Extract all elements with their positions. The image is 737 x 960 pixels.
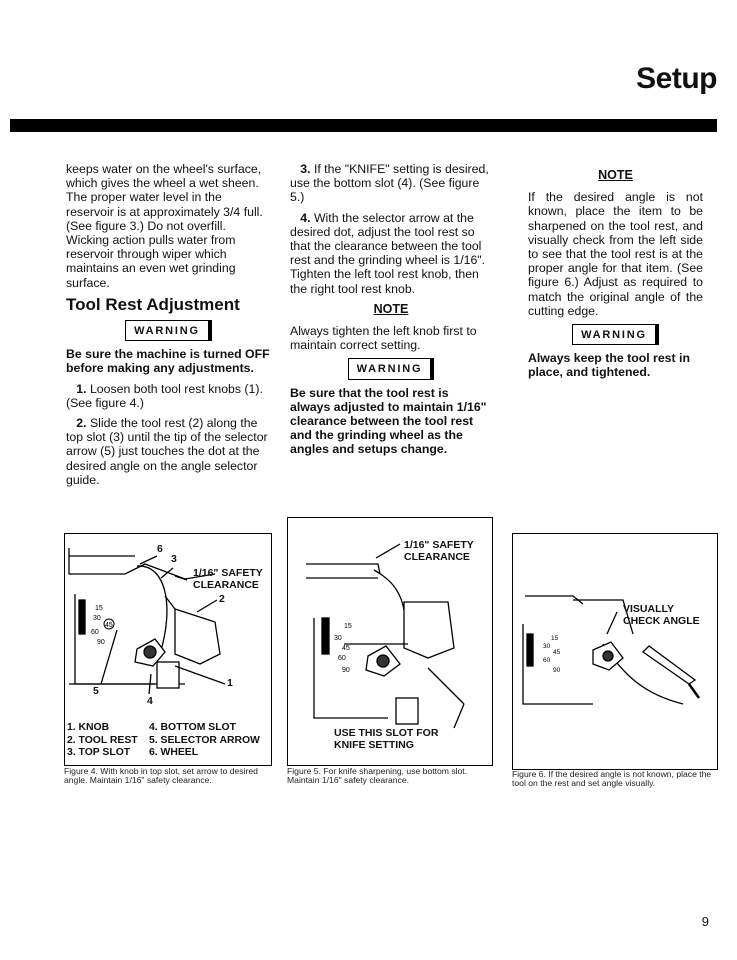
intro-paragraph: keeps water on the wheel's surface, which gives the wheel a wet sheen. The proper water level in the reservoir is at approximately 3/4 full. (See figure 3.) Do not overfill. Wicking action pulls water from reservoir through wiper which maintains an even wet grinding surface. [66, 162, 263, 290]
figure-6-caption: Figure 6. If the desired angle is not known, place the tool on the rest and set angle visually. [512, 769, 712, 789]
step-4-text: With the selector arrow at the desired dot, adjust the tool rest so that the clearance between the tool rest and the grinding wheel is 1/16". Tighten the left tool rest knob, then the right tool rest knob. [290, 210, 486, 296]
step-1-text: Loosen both tool rest knobs (1). (See figure 4.) [66, 381, 263, 410]
step-3-number: 3. [300, 162, 311, 176]
step-4 [290, 211, 492, 296]
figure-6-illustration [513, 534, 717, 769]
step-2-text: Slide the tool rest (2) along the top slot (3) until the tip of the selector arrow (5) just touches the dot at the desired angle on the angle selector guide. [66, 416, 268, 487]
visual-check-label-1: VISUALLY [623, 603, 674, 615]
figure-5 [287, 517, 493, 766]
header-rule [10, 119, 717, 132]
legend-item: 6. WHEEL [149, 747, 199, 759]
scale-mark: 15 [551, 635, 559, 642]
legend-item: 1. KNOB [67, 722, 110, 733]
scale-mark: 60 [543, 657, 551, 664]
column-1 [66, 162, 271, 493]
scale-mark: 90 [97, 639, 105, 646]
page-number: 9 [701, 914, 709, 929]
figure-6 [512, 533, 718, 770]
page-title: Setup [636, 62, 717, 95]
scale-mark: 15 [95, 605, 103, 612]
scale-mark: 60 [91, 629, 99, 636]
step-2-number: 2. [76, 416, 87, 431]
clearance-label-2: CLEARANCE [404, 551, 470, 563]
legend-item: 4. BOTTOM SLOT [149, 722, 236, 733]
step-1-number: 1. [76, 381, 87, 396]
figure-4-legend [67, 722, 260, 760]
column-2 [290, 162, 492, 463]
warning-text: Be sure the machine is turned OFF before making any adjustments. [66, 347, 270, 376]
scale-mark: 90 [342, 667, 350, 674]
scale-mark: 45 [553, 649, 561, 656]
clearance-label-1: 1/16" SAFETY [404, 539, 474, 551]
note-heading: NOTE [598, 168, 633, 182]
figure-4-caption: Figure 4. With knob in top slot, set arrow to desired angle. Maintain 1/16" safety clearance. [64, 766, 258, 786]
callout-5: 5 [93, 685, 99, 697]
slot-label-2: KNIFE SETTING [334, 739, 414, 751]
visual-check-label-2: CHECK ANGLE [623, 615, 700, 627]
warning-box: WARNING [348, 358, 435, 379]
step-4-number: 4. [300, 210, 311, 225]
scale-mark: 15 [344, 623, 352, 630]
scale-mark: 30 [93, 615, 101, 622]
warning-box: WARNING [572, 324, 659, 345]
figure-5-caption: Figure 5. For knife sharpening, use bottom slot. Maintain 1/16" safety clearance. [287, 766, 468, 786]
section-heading: Tool Rest Adjustment [66, 294, 240, 314]
note-text: If the desired angle is not known, place the item to be sharpened on the tool rest, and visually check from the left side to see that the tool rest is at the proper angle for that item. (See figure 6.) Adjust as required to match the original angle of the cutting edge. [528, 190, 703, 318]
legend-item: 5. SELECTOR ARROW [149, 734, 260, 746]
scale-mark: 30 [543, 643, 551, 650]
step-3 [290, 162, 492, 205]
clearance-label-2: CLEARANCE [193, 579, 259, 591]
note-heading: NOTE [373, 301, 409, 316]
legend-item: 2. TOOL REST [67, 734, 138, 746]
step-1 [66, 382, 271, 410]
callout-4: 4 [147, 695, 153, 707]
clearance-label-1: 1/16" SAFETY [193, 567, 263, 579]
scale-mark: 90 [553, 667, 561, 674]
scale-mark: 45 [105, 622, 113, 629]
scale-mark: 45 [342, 645, 350, 652]
figure-4 [64, 533, 272, 766]
warning-box: WARNING [125, 320, 212, 341]
legend-item: 3. TOP SLOT [67, 747, 131, 759]
callout-3: 3 [171, 553, 177, 565]
warning-text: Be sure that the tool rest is always adjusted to maintain 1/16" clearance between the tool rest and the grinding wheel as the angles and setups change. [290, 385, 487, 457]
callout-2: 2 [219, 593, 225, 605]
step-3-text: If the "KNIFE" setting is desired, use the bottom slot (4). (See figure 5.) [290, 162, 489, 205]
step-2 [66, 416, 271, 487]
column-3 [528, 162, 703, 386]
scale-mark: 30 [334, 635, 342, 642]
callout-1: 1 [227, 677, 233, 689]
warning-text: Always keep the tool rest in place, and tightened. [528, 351, 690, 380]
note-text: Always tighten the left knob first to maintain correct setting. [290, 324, 477, 353]
slot-label-1: USE THIS SLOT FOR [334, 727, 439, 739]
callout-6: 6 [157, 543, 163, 555]
scale-mark: 60 [338, 655, 346, 662]
